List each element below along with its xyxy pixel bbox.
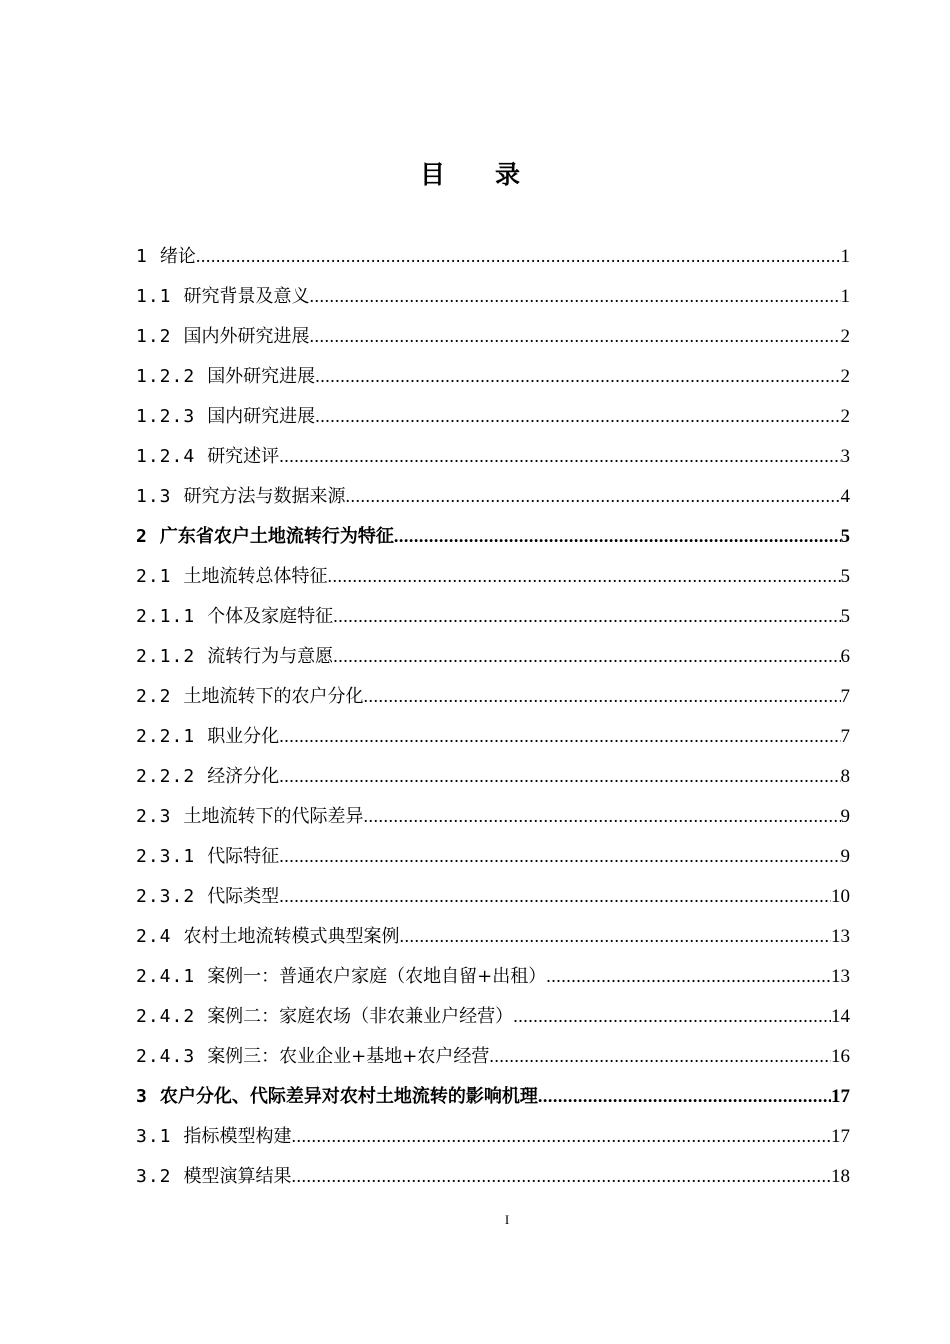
toc-entry-page: 2 [840, 406, 850, 427]
toc-entry-title: 案例三：农业企业+基地+农户经营 [207, 1046, 490, 1067]
toc-entry-number: 2.4.1 [136, 966, 196, 987]
toc-entry-page: 14 [831, 1006, 850, 1027]
toc-dot-leader [546, 956, 831, 996]
toc-entry[interactable] [136, 436, 850, 476]
toc-entry-number: 3 [136, 1086, 148, 1107]
toc-entry-number: 2.2 [136, 686, 172, 707]
toc-entry[interactable] [136, 676, 850, 716]
toc-dot-leader [279, 876, 831, 916]
toc-entry-number: 1.2.2 [136, 366, 196, 387]
toc-entry[interactable] [136, 316, 850, 356]
toc-entry-page: 13 [831, 966, 850, 987]
toc-entry[interactable] [136, 756, 850, 796]
toc-entry-number: 2 [136, 526, 148, 547]
toc-entry-title: 研究方法与数据来源 [183, 486, 346, 507]
toc-entry-page: 1 [840, 286, 850, 307]
toc-dot-leader [279, 836, 840, 876]
toc-entry-page: 16 [831, 1046, 850, 1067]
toc-entry-title: 指标模型构建 [183, 1126, 292, 1147]
toc-entry-page: 9 [840, 846, 850, 867]
toc-entry-page: 5 [840, 526, 850, 547]
toc-entry-page: 7 [840, 686, 850, 707]
toc-entry[interactable] [136, 916, 850, 956]
toc-entry-page: 2 [840, 326, 850, 347]
toc-entry-page: 5 [840, 606, 850, 627]
toc-entry-number: 2.3.2 [136, 886, 196, 907]
toc-entry[interactable] [136, 796, 850, 836]
toc-entry-page: 9 [840, 806, 850, 827]
toc-dot-leader [400, 916, 831, 956]
toc-entry[interactable] [136, 596, 850, 636]
toc-entry-title: 经济分化 [207, 766, 280, 787]
toc-dot-leader [292, 1116, 831, 1156]
toc-entry-page: 6 [840, 646, 850, 667]
toc-dot-leader [364, 676, 841, 716]
toc-entry-title: 国内外研究进展 [183, 326, 310, 347]
toc-entry-number: 2.3.1 [136, 846, 196, 867]
toc-entry-page: 17 [831, 1086, 850, 1107]
toc-entry[interactable] [136, 636, 850, 676]
toc-entry-number: 2.2.1 [136, 726, 196, 747]
toc-dot-leader [333, 636, 840, 676]
toc-entry[interactable] [136, 516, 850, 556]
toc-entry-page: 13 [831, 926, 850, 947]
toc-entry-title: 广东省农户土地流转行为特征 [159, 526, 394, 547]
toc-entry-page: 3 [840, 446, 850, 467]
toc-dot-leader [513, 996, 831, 1036]
toc-entry[interactable] [136, 716, 850, 756]
toc-entry-title: 模型演算结果 [183, 1166, 292, 1187]
toc-entry-number: 3.2 [136, 1166, 172, 1187]
toc-entry-number: 1.1 [136, 286, 172, 307]
toc-entry-title: 研究述评 [207, 446, 280, 467]
toc-entry-number: 3.1 [136, 1126, 172, 1147]
toc-dot-leader [328, 556, 841, 596]
toc-entry-number: 1.2.3 [136, 406, 196, 427]
toc-entry[interactable] [136, 996, 850, 1036]
toc-dot-leader [489, 1036, 831, 1076]
toc-dot-leader [346, 476, 841, 516]
toc-entry-title: 案例二：家庭农场（非农兼业户经营） [207, 1006, 514, 1027]
toc-entry-number: 1 [136, 246, 148, 267]
toc-dot-leader [394, 516, 841, 556]
toc-entry[interactable] [136, 1076, 850, 1116]
toc-dot-leader [315, 356, 840, 396]
toc-entry-title: 研究背景及意义 [183, 286, 310, 307]
toc-dot-leader [279, 436, 840, 476]
toc-entry-title: 代际类型 [207, 886, 280, 907]
toc-entry-number: 2.1.1 [136, 606, 196, 627]
toc-entry[interactable] [136, 476, 850, 516]
toc-entry[interactable] [136, 556, 850, 596]
toc-dot-leader [292, 1156, 831, 1196]
toc-dot-leader [310, 276, 841, 316]
toc-entry[interactable] [136, 276, 850, 316]
toc-dot-leader [196, 236, 841, 276]
toc-entry-number: 2.4.2 [136, 1006, 196, 1027]
toc-entry-title: 职业分化 [207, 726, 280, 747]
toc-entry-page: 5 [840, 566, 850, 587]
toc-entry-number: 2.4 [136, 926, 172, 947]
toc-entry[interactable] [136, 1156, 850, 1196]
toc-entry[interactable] [136, 1116, 850, 1156]
toc-entry-number: 2.1.2 [136, 646, 196, 667]
toc-entry-page: 2 [840, 366, 850, 387]
toc-entry-title: 个体及家庭特征 [207, 606, 334, 627]
page-number-footer: I [504, 1212, 510, 1227]
toc-dot-leader [364, 796, 841, 836]
toc-entry[interactable] [136, 956, 850, 996]
toc-entry-title: 国内研究进展 [207, 406, 316, 427]
toc-entry-title: 农村土地流转模式典型案例 [183, 926, 400, 947]
toc-entry[interactable] [136, 356, 850, 396]
toc-entry-title: 案例一：普通农户家庭（农地自留+出租） [207, 966, 547, 987]
toc-entry-page: 17 [831, 1126, 850, 1147]
toc-entry-page: 18 [831, 1166, 850, 1187]
toc-entry-title: 农户分化、代际差异对农村土地流转的影响机理 [159, 1086, 538, 1107]
toc-entry-number: 2.3 [136, 806, 172, 827]
toc-dot-leader [333, 596, 840, 636]
toc-entry-page: 1 [840, 246, 850, 267]
toc-entry[interactable] [136, 236, 850, 276]
toc-dot-leader [538, 1076, 831, 1116]
toc-entry[interactable] [136, 396, 850, 436]
toc-entry-title: 代际特征 [207, 846, 280, 867]
toc-entry-page: 4 [840, 486, 850, 507]
toc-entry-number: 1.2 [136, 326, 172, 347]
toc-entry[interactable] [136, 836, 850, 876]
toc-list [136, 236, 850, 1196]
toc-entry-page: 8 [840, 766, 850, 787]
toc-entry-title: 国外研究进展 [207, 366, 316, 387]
toc-dot-leader [310, 316, 841, 356]
toc-entry-number: 2.4.3 [136, 1046, 196, 1067]
toc-entry-title: 土地流转总体特征 [183, 566, 328, 587]
toc-entry[interactable] [136, 1036, 850, 1076]
toc-entry-number: 1.2.4 [136, 446, 196, 467]
toc-entry-page: 7 [840, 726, 850, 747]
toc-dot-leader [279, 716, 840, 756]
toc-entry-number: 2.1 [136, 566, 172, 587]
toc-entry-title: 流转行为与意愿 [207, 646, 334, 667]
page-title: 目录 [419, 160, 570, 189]
toc-entry-title: 土地流转下的农户分化 [183, 686, 364, 707]
toc-entry-page: 10 [831, 886, 850, 907]
toc-entry-number: 2.2.2 [136, 766, 196, 787]
toc-dot-leader [279, 756, 840, 796]
toc-entry-title: 绪论 [159, 246, 196, 267]
toc-entry-title: 土地流转下的代际差异 [183, 806, 364, 827]
toc-entry[interactable] [136, 876, 850, 916]
toc-dot-leader [315, 396, 840, 436]
toc-entry-number: 1.3 [136, 486, 172, 507]
